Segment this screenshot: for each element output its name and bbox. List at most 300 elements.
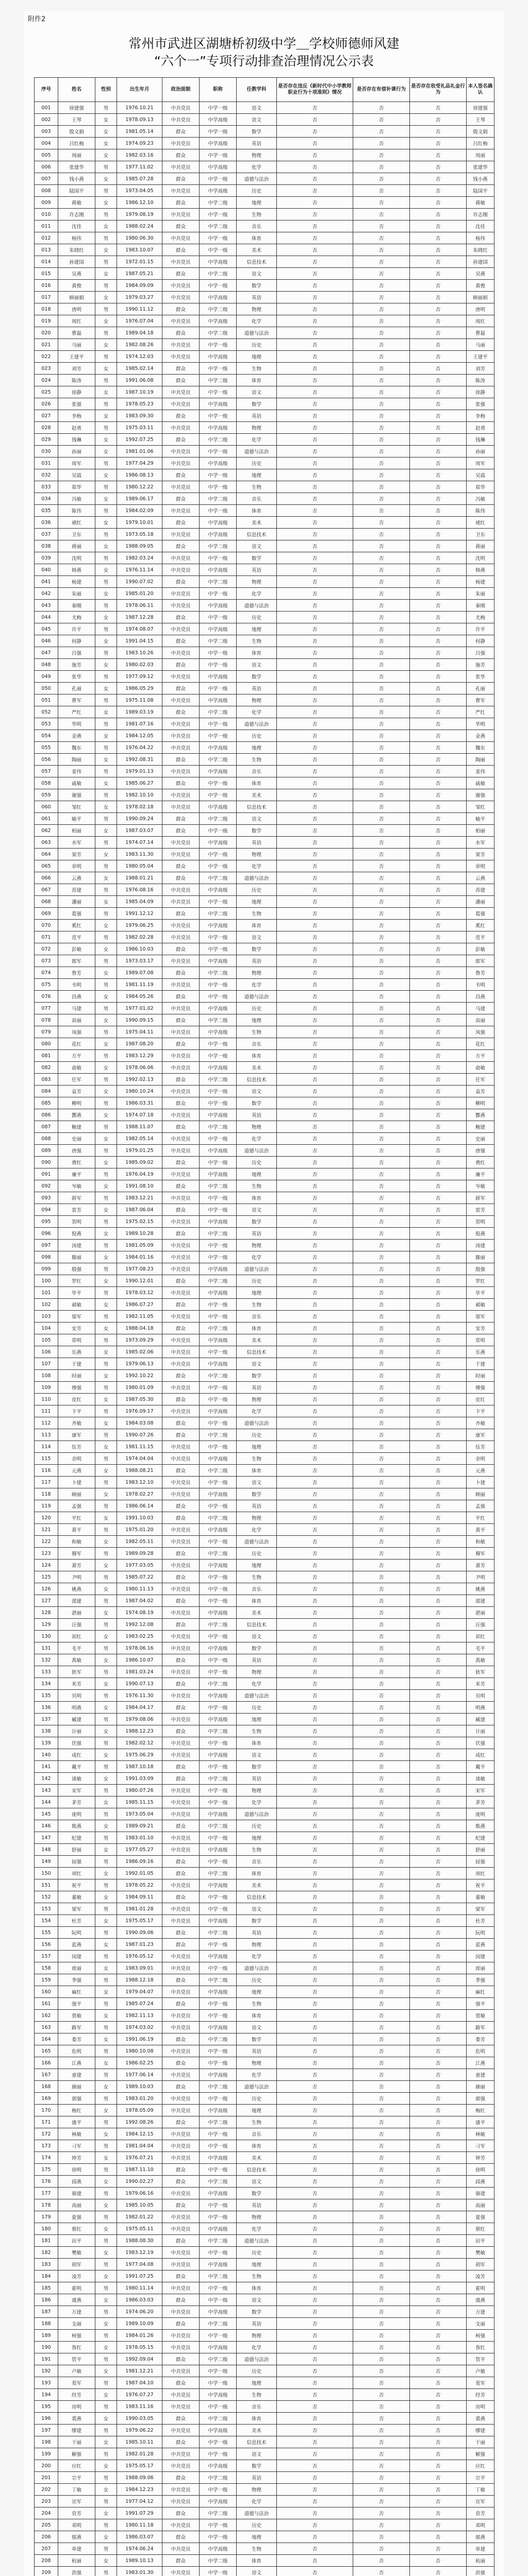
table-cell: 体育	[237, 1465, 277, 1477]
table-cell: 男	[95, 2235, 117, 2247]
table-row	[35, 1121, 494, 1133]
table-cell: 群众	[162, 754, 200, 766]
table-cell: 女	[95, 2531, 117, 2543]
table-cell: 否	[353, 244, 410, 256]
table-row	[35, 2188, 494, 2199]
table-row	[35, 149, 494, 161]
table-cell: 群众	[162, 1299, 200, 1311]
table-cell: 否	[277, 540, 353, 552]
table-cell: 1983.12.10	[117, 1477, 162, 1488]
table-cell: 否	[277, 1311, 353, 1323]
table-cell: 中共党员	[162, 2010, 200, 2022]
table-cell: 蒋敏	[58, 197, 95, 209]
table-cell: 陆国平	[58, 185, 95, 197]
table-cell: 苗丽	[467, 1014, 494, 1026]
table-cell: 纪建	[58, 1832, 95, 1844]
table-cell: 183	[35, 2259, 58, 2270]
table-cell: 时丽	[58, 1370, 95, 1382]
table-cell: 中学一级	[200, 718, 237, 730]
table-cell: 周丽	[467, 149, 494, 161]
table-row	[35, 588, 494, 600]
table-cell: 中学一级	[200, 102, 237, 114]
table-cell: 男	[95, 481, 117, 493]
table-cell: 道德与法治	[237, 2235, 277, 2247]
table-cell: 1987.03.07	[117, 825, 162, 837]
table-cell: 数学	[237, 671, 277, 683]
table-cell: 生物	[237, 209, 277, 221]
table-cell: 男	[95, 1405, 117, 1417]
table-cell: 中共党员	[162, 2365, 200, 2377]
table-cell: 1982.05.14	[117, 1133, 162, 1145]
table-cell: 1981.07.16	[117, 718, 162, 730]
table-cell: 女	[95, 1370, 117, 1382]
table-cell: 中学高级	[200, 1145, 237, 1157]
table-cell: 否	[353, 1951, 410, 1962]
table-cell: 张强	[58, 398, 95, 410]
table-cell: 生物	[237, 1844, 277, 1856]
table-cell: 否	[410, 2413, 467, 2425]
table-cell: 否	[410, 1145, 467, 1157]
table-cell: 否	[410, 2259, 467, 2270]
table-cell: 中共党员	[162, 1714, 200, 1725]
table-row	[35, 126, 494, 138]
table-cell: 中共党员	[162, 2093, 200, 2105]
table-cell: 胡军	[58, 2259, 95, 2270]
table-row	[35, 375, 494, 386]
table-cell: 女	[95, 493, 117, 505]
table-cell: 体育	[237, 375, 277, 386]
table-cell: 中学一级	[200, 777, 237, 789]
table-cell: 否	[277, 2081, 353, 2093]
table-cell: 139	[35, 1737, 58, 1749]
table-cell: 生物	[237, 1998, 277, 2010]
table-cell: 男	[95, 1240, 117, 1251]
table-cell: 男	[95, 2259, 117, 2270]
table-cell: 否	[410, 2081, 467, 2093]
table-cell: 033	[35, 481, 58, 493]
table-cell: 否	[410, 2460, 467, 2472]
table-cell: 女	[95, 1773, 117, 1785]
table-cell: 否	[353, 2259, 410, 2270]
table-cell: 颜丽	[467, 2081, 494, 2093]
table-cell: 女	[95, 1394, 117, 1405]
table-cell: 中学一级	[200, 552, 237, 564]
table-cell: 柏丽	[58, 825, 95, 837]
table-cell: 物理	[237, 303, 277, 315]
table-cell: 否	[410, 446, 467, 457]
table-row	[35, 1133, 494, 1145]
table-cell: 否	[353, 1797, 410, 1808]
table-cell: 否	[277, 742, 353, 754]
table-cell: 孔丽	[467, 683, 494, 694]
table-cell: 103	[35, 1311, 58, 1323]
table-row	[35, 1737, 494, 1749]
table-cell: 徐静	[467, 386, 494, 398]
table-cell: 否	[353, 126, 410, 138]
table-cell: 1979.06.16	[117, 2188, 162, 2199]
table-cell: 否	[353, 671, 410, 683]
table-cell: 中共党员	[162, 2069, 200, 2081]
table-row	[35, 1654, 494, 1666]
table-cell: 1980.11.14	[117, 2282, 162, 2294]
table-cell: 房明	[467, 2401, 494, 2413]
table-cell: 中学高级	[200, 2306, 237, 2318]
table-cell: 1977.08.23	[117, 1263, 162, 1275]
table-cell: 中学二级	[200, 1868, 237, 1879]
table-cell: 1975.05.17	[117, 1915, 162, 1927]
table-cell: 邬军	[58, 1311, 95, 1323]
table-cell: 否	[410, 1927, 467, 1939]
table-cell: 004	[35, 138, 58, 149]
table-cell: 否	[353, 694, 410, 706]
table-cell: 141	[35, 1761, 58, 1773]
table-row	[35, 2105, 494, 2116]
table-cell: 否	[410, 2282, 467, 2294]
table-cell: 否	[277, 434, 353, 446]
table-row	[35, 1394, 494, 1405]
table-cell: 体育	[237, 2282, 277, 2294]
table-row	[35, 1583, 494, 1595]
table-cell: 否	[410, 351, 467, 363]
table-cell: 中学二级	[200, 2033, 237, 2045]
table-cell: 中学二级	[200, 1121, 237, 1133]
table-cell: 中共党员	[162, 931, 200, 943]
table-cell: 邱燕	[58, 2176, 95, 2188]
table-row	[35, 837, 494, 849]
table-cell: 否	[353, 1465, 410, 1477]
table-cell: 云燕	[467, 872, 494, 884]
table-cell: 中学一级	[200, 931, 237, 943]
table-row	[35, 1560, 494, 1571]
table-cell: 男	[95, 623, 117, 635]
table-cell: 否	[353, 2318, 410, 2330]
table-cell: 徐建强	[467, 102, 494, 114]
table-cell: 美术	[237, 1607, 277, 1619]
table-cell: 1991.04.15	[117, 635, 162, 647]
table-cell: 1992.09.04	[117, 2353, 162, 2365]
table-cell: 155	[35, 1927, 58, 1939]
table-cell: 1973.09.29	[117, 1334, 162, 1346]
table-cell: 中学高级	[200, 742, 237, 754]
table-cell: 否	[277, 2567, 353, 2576]
table-cell: 纪建	[467, 1832, 494, 1844]
table-cell: 否	[410, 1903, 467, 1915]
table-cell: 男	[95, 2045, 117, 2057]
table-cell: 群众	[162, 860, 200, 872]
table-cell: 俞敏	[467, 1062, 494, 1074]
table-cell: 马丽	[467, 339, 494, 351]
table-row	[35, 2164, 494, 2176]
table-row	[35, 2555, 494, 2567]
table-cell: 否	[353, 2353, 410, 2365]
table-row	[35, 612, 494, 623]
table-cell: 否	[277, 1666, 353, 1678]
table-cell: 否	[277, 1050, 353, 1062]
table-cell: 中共党员	[162, 1145, 200, 1157]
table-row	[35, 967, 494, 979]
table-row	[35, 1595, 494, 1607]
table-cell: 闵建	[467, 1951, 494, 1962]
table-cell: 否	[410, 1382, 467, 1394]
table-cell: 否	[353, 1097, 410, 1109]
table-cell: 女	[95, 730, 117, 742]
table-cell: 024	[35, 375, 58, 386]
table-cell: 中学一级	[200, 860, 237, 872]
table-cell: 否	[277, 884, 353, 896]
table-cell: 谢强	[467, 789, 494, 801]
table-cell: 否	[353, 1749, 410, 1761]
table-cell: 否	[277, 2306, 353, 2318]
table-cell: 中学一级	[200, 2531, 237, 2543]
table-cell: 美术	[237, 244, 277, 256]
table-cell: 女	[95, 1346, 117, 1358]
table-cell: 地理	[237, 1014, 277, 1026]
table-cell: 否	[277, 991, 353, 1003]
table-cell: 153	[35, 1903, 58, 1915]
table-cell: 女	[95, 339, 117, 351]
table-cell: 否	[410, 1595, 467, 1607]
table-cell: 否	[277, 221, 353, 232]
table-cell: 中学一级	[200, 1856, 237, 1868]
table-cell: 美术	[237, 2152, 277, 2164]
table-cell: 否	[353, 2472, 410, 2484]
table-cell: 否	[277, 1453, 353, 1465]
table-cell: 傅强	[467, 1382, 494, 1394]
table-cell: 否	[277, 2259, 353, 2270]
table-cell: 否	[353, 1133, 410, 1145]
table-cell: 180	[35, 2223, 58, 2235]
table-cell: 华明	[467, 718, 494, 730]
table-row	[35, 185, 494, 197]
table-cell: 1981.11.19	[117, 979, 162, 991]
table-cell: 唐明	[467, 303, 494, 315]
table-cell: 刁军	[58, 2140, 95, 2152]
table-cell: 中学一级	[200, 2365, 237, 2377]
table-cell: 093	[35, 1192, 58, 1204]
table-row	[35, 979, 494, 991]
table-row	[35, 1844, 494, 1856]
table-cell: 否	[353, 1382, 410, 1394]
table-cell: 063	[35, 837, 58, 849]
table-cell: 否	[277, 825, 353, 837]
table-cell: 否	[410, 777, 467, 789]
table-cell: 050	[35, 683, 58, 694]
table-cell: 道德与法治	[237, 2081, 277, 2093]
table-cell: 否	[353, 1251, 410, 1263]
table-row	[35, 517, 494, 529]
table-cell: 中共党员	[162, 1216, 200, 1228]
table-cell: 中学一级	[200, 1571, 237, 1583]
table-cell: 中共党员	[162, 102, 200, 114]
table-cell: 否	[410, 588, 467, 600]
table-cell: 1976.08.16	[117, 884, 162, 896]
table-cell: 女	[95, 1536, 117, 1548]
table-cell: 否	[277, 2342, 353, 2353]
table-cell: 中学高级	[200, 671, 237, 683]
table-cell: 否	[410, 363, 467, 375]
table-cell: 否	[353, 2199, 410, 2211]
table-cell: 女	[95, 540, 117, 552]
table-cell: 湛丽	[467, 1607, 494, 1619]
title-line-2: “六个一”专项行动排查治理情况公示表	[154, 54, 374, 69]
table-cell: 112	[35, 1417, 58, 1429]
table-cell: 否	[277, 1062, 353, 1074]
table-cell: 1985.07.22	[117, 1571, 162, 1583]
table-cell: 中学二级	[200, 908, 237, 920]
table-cell: 物理	[237, 576, 277, 588]
table-cell: 严红	[58, 706, 95, 718]
table-cell: 1986.03.07	[117, 2531, 162, 2543]
table-cell: 中共党员	[162, 1749, 200, 1761]
table-body	[35, 102, 494, 2576]
table-cell: 群众	[162, 612, 200, 623]
table-cell: 1989.10.28	[117, 1228, 162, 1240]
table-cell: 否	[277, 1690, 353, 1702]
table-cell: 1982.08.26	[117, 339, 162, 351]
table-row	[35, 683, 494, 694]
table-row	[35, 1998, 494, 2010]
table-cell: 否	[353, 1631, 410, 1642]
table-row	[35, 2282, 494, 2294]
table-cell: 中共党员	[162, 2188, 200, 2199]
table-cell: 否	[353, 2294, 410, 2306]
table-cell: 否	[410, 766, 467, 777]
table-cell: 音乐	[237, 221, 277, 232]
table-cell: 金燕	[58, 730, 95, 742]
table-cell: 阮明	[467, 1927, 494, 1939]
table-cell: 杨建	[467, 576, 494, 588]
table-cell: 否	[277, 1323, 353, 1334]
table-cell: 语文	[237, 2448, 277, 2460]
table-cell: 否	[353, 1014, 410, 1026]
table-cell: 1985.01.20	[117, 588, 162, 600]
table-cell: 069	[35, 908, 58, 920]
table-cell: 否	[410, 327, 467, 339]
table-cell: 邓明	[467, 2519, 494, 2531]
table-cell: 否	[410, 1607, 467, 1619]
table-cell: 中共党员	[162, 2567, 200, 2576]
table-cell: 1990.02.27	[117, 2176, 162, 2188]
table-cell: 123	[35, 1548, 58, 1560]
table-cell: 化学	[237, 1251, 277, 1263]
table-cell: 中学高级	[200, 529, 237, 540]
table-cell: 群众	[162, 635, 200, 647]
table-cell: 否	[353, 2567, 410, 2576]
table-cell: 群众	[162, 221, 200, 232]
table-cell: 否	[277, 2472, 353, 2484]
table-cell: 否	[410, 1702, 467, 1714]
table-cell: 群众	[162, 1868, 200, 1879]
table-cell: 否	[277, 1808, 353, 1820]
table-cell: 女	[95, 446, 117, 457]
table-cell: 否	[277, 1441, 353, 1453]
table-cell: 186	[35, 2294, 58, 2306]
table-cell: 郁燕	[58, 2531, 95, 2543]
table-cell: 群众	[162, 1571, 200, 1583]
table-cell: 170	[35, 2105, 58, 2116]
table-cell: 中学一级	[200, 943, 237, 955]
table-cell: 女	[95, 1560, 117, 1571]
table-cell: 082	[35, 1062, 58, 1074]
table-cell: 女	[95, 2389, 117, 2401]
table-cell: 中学二级	[200, 1927, 237, 1939]
table-cell: 否	[410, 955, 467, 967]
table-row	[35, 1927, 494, 1939]
table-cell: 否	[410, 2128, 467, 2140]
table-cell: 地理	[237, 2259, 277, 2270]
table-cell: 否	[277, 1678, 353, 1690]
table-cell: 男	[95, 2401, 117, 2413]
table-cell: 化学	[237, 1678, 277, 1690]
table-cell: 073	[35, 955, 58, 967]
table-row	[35, 1157, 494, 1168]
table-cell: 中共党员	[162, 2425, 200, 2436]
table-cell: 苏建	[58, 884, 95, 896]
table-cell: 体育	[237, 1050, 277, 1062]
table-cell: 中学高级	[200, 2259, 237, 2270]
table-cell: 否	[277, 920, 353, 931]
table-cell: 否	[353, 2401, 410, 2413]
table-cell: 群众	[162, 1394, 200, 1405]
table-row	[35, 931, 494, 943]
table-cell: 男	[95, 1737, 117, 1749]
table-row	[35, 540, 494, 552]
table-cell: 女	[95, 1062, 117, 1074]
table-cell: 1982.03.24	[117, 552, 162, 564]
table-cell: 道德与法治	[237, 446, 277, 457]
table-cell: 否	[353, 149, 410, 161]
table-cell: 体育	[237, 2413, 277, 2425]
table-cell: 赵勇	[467, 422, 494, 434]
table-cell: 否	[353, 2152, 410, 2164]
table-cell: 男	[95, 2543, 117, 2555]
table-cell: 韦明	[58, 979, 95, 991]
table-cell: 1976.07.04	[117, 315, 162, 327]
table-cell: 100	[35, 1275, 58, 1287]
table-cell: 177	[35, 2188, 58, 2199]
table-cell: 中学二级	[200, 540, 237, 552]
table-cell: 040	[35, 564, 58, 576]
table-cell: 1980.02.03	[117, 659, 162, 671]
table-cell: 1989.03.19	[117, 706, 162, 718]
table-cell: 否	[353, 659, 410, 671]
table-cell: 否	[410, 813, 467, 825]
table-cell: 历史	[237, 339, 277, 351]
table-cell: 1983.09.01	[117, 1962, 162, 1974]
table-cell: 否	[410, 386, 467, 398]
table-cell: 1982.02.12	[117, 1737, 162, 1749]
table-cell: 杨建	[58, 576, 95, 588]
table-cell: 卜建	[467, 1477, 494, 1488]
table-cell: 中学二级	[200, 1014, 237, 1026]
table-cell: 否	[277, 1951, 353, 1962]
table-cell: 殷强	[467, 1263, 494, 1275]
table-cell: 地理	[237, 2105, 277, 2116]
table-cell: 女	[95, 1844, 117, 1856]
table-cell: 群众	[162, 813, 200, 825]
table-cell: 否	[353, 1405, 410, 1417]
table-cell: 中共党员	[162, 742, 200, 754]
table-cell: 中学高级	[200, 457, 237, 469]
table-cell: 历史	[237, 185, 277, 197]
table-cell: 否	[410, 837, 467, 849]
table-cell: 女	[95, 2555, 117, 2567]
table-cell: 数学	[237, 2188, 277, 2199]
table-cell: 体育	[237, 1595, 277, 1607]
table-cell: 李梅	[467, 410, 494, 422]
table-cell: 中共党员	[162, 446, 200, 457]
table-cell: 1983.09.30	[117, 410, 162, 422]
